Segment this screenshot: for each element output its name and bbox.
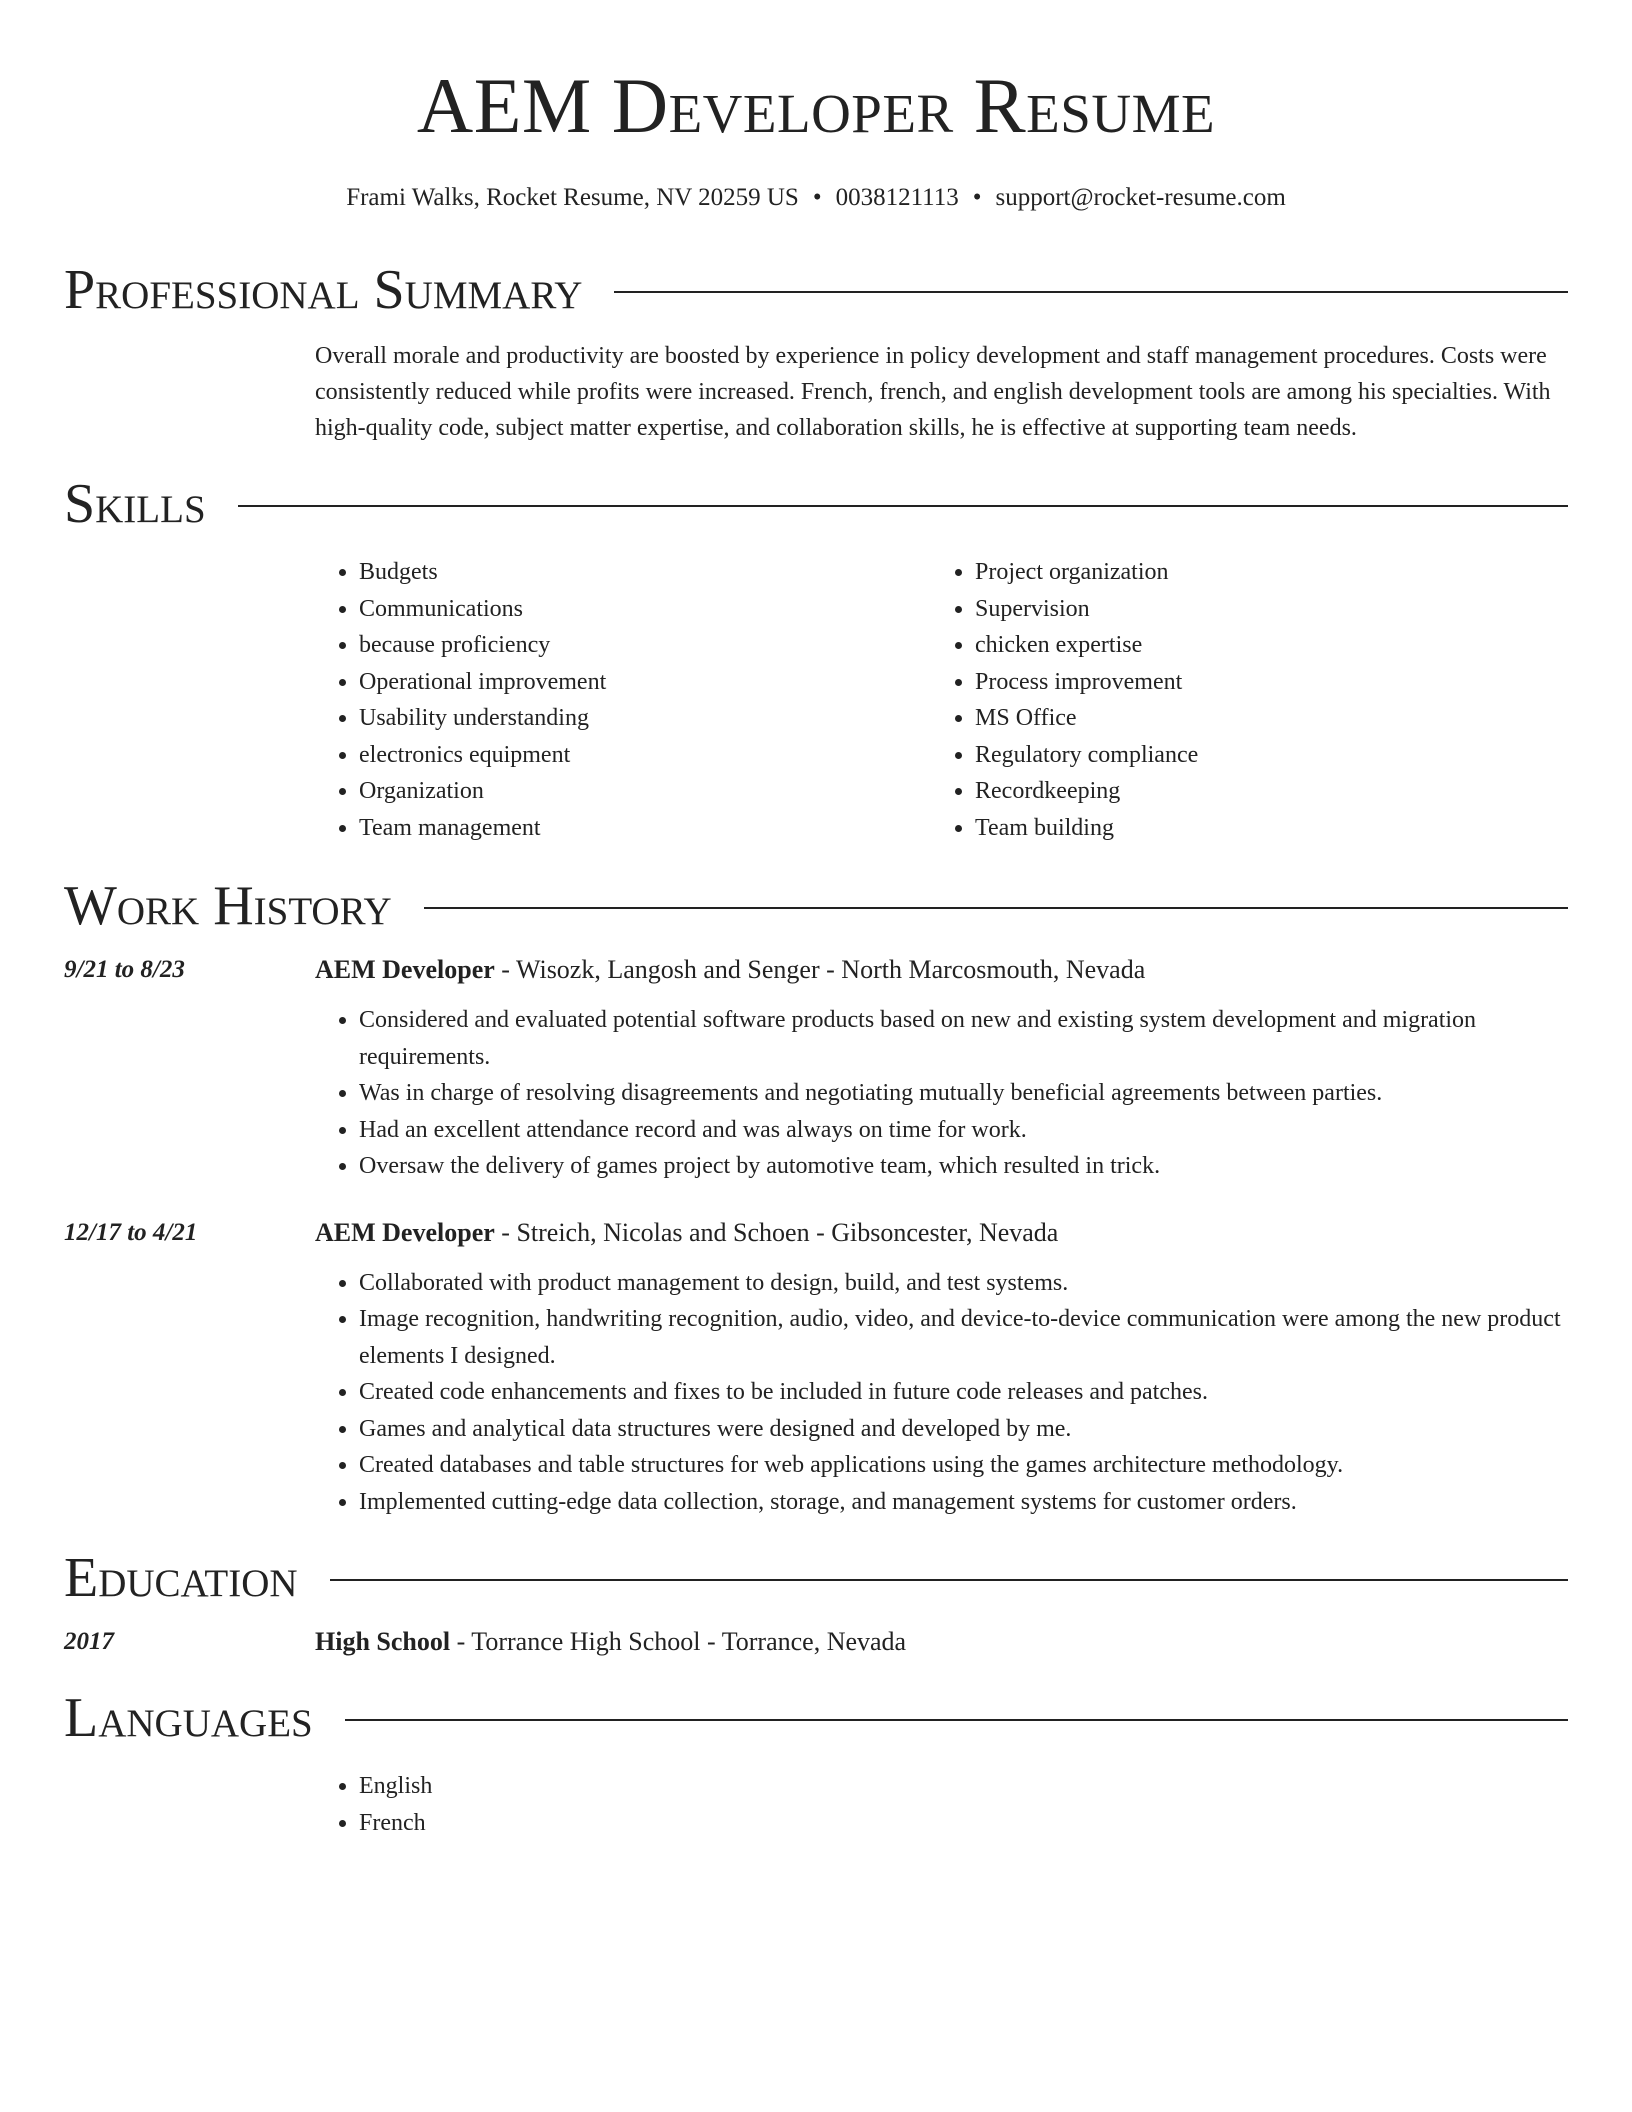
education-degree: High School — [315, 1627, 451, 1656]
job-bullet: • Image recognition, handwriting recognition, audio, video, and device-to-device communication were among the new product elements I designed. — [359, 1301, 1568, 1374]
skill-item: • chicken expertise — [975, 627, 1547, 664]
job-bullet: • Had an excellent attendance record and was always on time for work. — [359, 1112, 1568, 1149]
job-dates: 9/21 to 8/23 — [64, 956, 185, 983]
language-item: • French — [359, 1805, 1568, 1842]
job-bullet: • Games and analytical data structures were designed and developed by me. — [359, 1411, 1568, 1448]
skill-item: • because proficiency — [359, 627, 931, 664]
job-bullet: • Oversaw the delivery of games project by automotive team, which resulted in trick. — [359, 1148, 1568, 1185]
job-bullets — [315, 1265, 1568, 1521]
contact-separator: • — [812, 184, 822, 211]
skill-item: • MS Office — [975, 700, 1547, 737]
skill-item: • Project organization — [975, 554, 1547, 591]
contact-separator: • — [972, 184, 982, 211]
skills-column-right — [931, 554, 1547, 846]
section-divider — [238, 505, 1568, 507]
education-line — [315, 1624, 906, 1660]
skill-item: • Regulatory compliance — [975, 737, 1547, 774]
skill-item: • Communications — [359, 591, 931, 628]
section-divider — [614, 291, 1568, 293]
languages-heading: Languages — [64, 1687, 313, 1749]
job-bullets — [315, 1002, 1568, 1185]
summary-section-header — [64, 258, 1568, 322]
education-heading: Education — [64, 1547, 298, 1609]
contact-address: Frami Walks, Rocket Resume, NV 20259 US — [346, 184, 799, 211]
job-title: AEM Developer — [315, 1217, 495, 1247]
education-year: 2017 — [64, 1628, 114, 1655]
job-bullet: • Implemented cutting-edge data collection, storage, and management systems for customer orders. — [359, 1484, 1568, 1521]
job-bullet: • Created databases and table structures for web applications using the games architecture methodology. — [359, 1447, 1568, 1484]
job-bullet: • Created code enhancements and fixes to be included in future code releases and patches. — [359, 1374, 1568, 1411]
languages-list — [315, 1768, 1568, 1841]
skill-item: • Team management — [359, 810, 931, 847]
job-bullet: • Considered and evaluated potential software products based on new and existing system development and migration requirements. — [359, 1002, 1568, 1075]
education-details: - Torrance High School - Torrance, Nevada — [450, 1627, 907, 1656]
education-section-header — [64, 1546, 1568, 1610]
skill-item: • Recordkeeping — [975, 773, 1547, 810]
skill-item: • Budgets — [359, 554, 931, 591]
skills-column-left — [315, 554, 931, 846]
section-divider — [330, 1579, 1568, 1581]
skill-item: • Process improvement — [975, 664, 1547, 701]
language-item: • English — [359, 1768, 1568, 1805]
job-entry — [64, 1215, 1568, 1251]
contact-line — [64, 182, 1568, 214]
section-divider — [345, 1719, 1568, 1721]
work-heading: Work History — [64, 875, 392, 937]
job-entry — [64, 952, 1568, 988]
skill-item: • Operational improvement — [359, 664, 931, 701]
job-details: - Streich, Nicolas and Schoen - Gibsoncester, Nevada — [494, 1217, 1059, 1247]
job-details: - Wisozk, Langosh and Senger - North Marcosmouth, Nevada — [494, 955, 1146, 984]
summary-heading: Professional Summary — [64, 259, 583, 321]
job-title: AEM Developer — [315, 955, 495, 984]
skills-list — [315, 554, 1568, 846]
job-title-line — [315, 952, 1145, 988]
skills-heading: Skills — [64, 473, 206, 535]
job-bullet: • Was in charge of resolving disagreements and negotiating mutually beneficial agreements between parties. — [359, 1075, 1568, 1112]
job-title-line — [315, 1215, 1058, 1251]
contact-phone: 0038121113 — [835, 184, 959, 211]
skill-item: • Usability understanding — [359, 700, 931, 737]
summary-text: Overall morale and productivity are boosted by experience in policy development and staff management procedures. Costs were consistently reduced while profits were increased. French, french, and english development tools are among his specialties. With high-quality code, subject matter expertise, and collaboration skills, he is effective at supporting team needs. — [315, 343, 1551, 441]
job-dates: 12/17 to 4/21 — [64, 1218, 198, 1246]
languages-section-header — [64, 1686, 1568, 1750]
work-section-header — [64, 874, 1568, 938]
skill-item: • Organization — [359, 773, 931, 810]
job-bullet: • Collaborated with product management to design, build, and test systems. — [359, 1265, 1568, 1302]
skill-item: • Team building — [975, 810, 1547, 847]
contact-email: support@rocket-resume.com — [995, 184, 1286, 211]
section-divider — [424, 907, 1568, 909]
page-title: AEM Developer Resume — [416, 62, 1216, 149]
skill-item: • electronics equipment — [359, 737, 931, 774]
skill-item: • Supervision — [975, 591, 1547, 628]
skills-section-header — [64, 472, 1568, 536]
education-entry — [64, 1624, 1568, 1660]
